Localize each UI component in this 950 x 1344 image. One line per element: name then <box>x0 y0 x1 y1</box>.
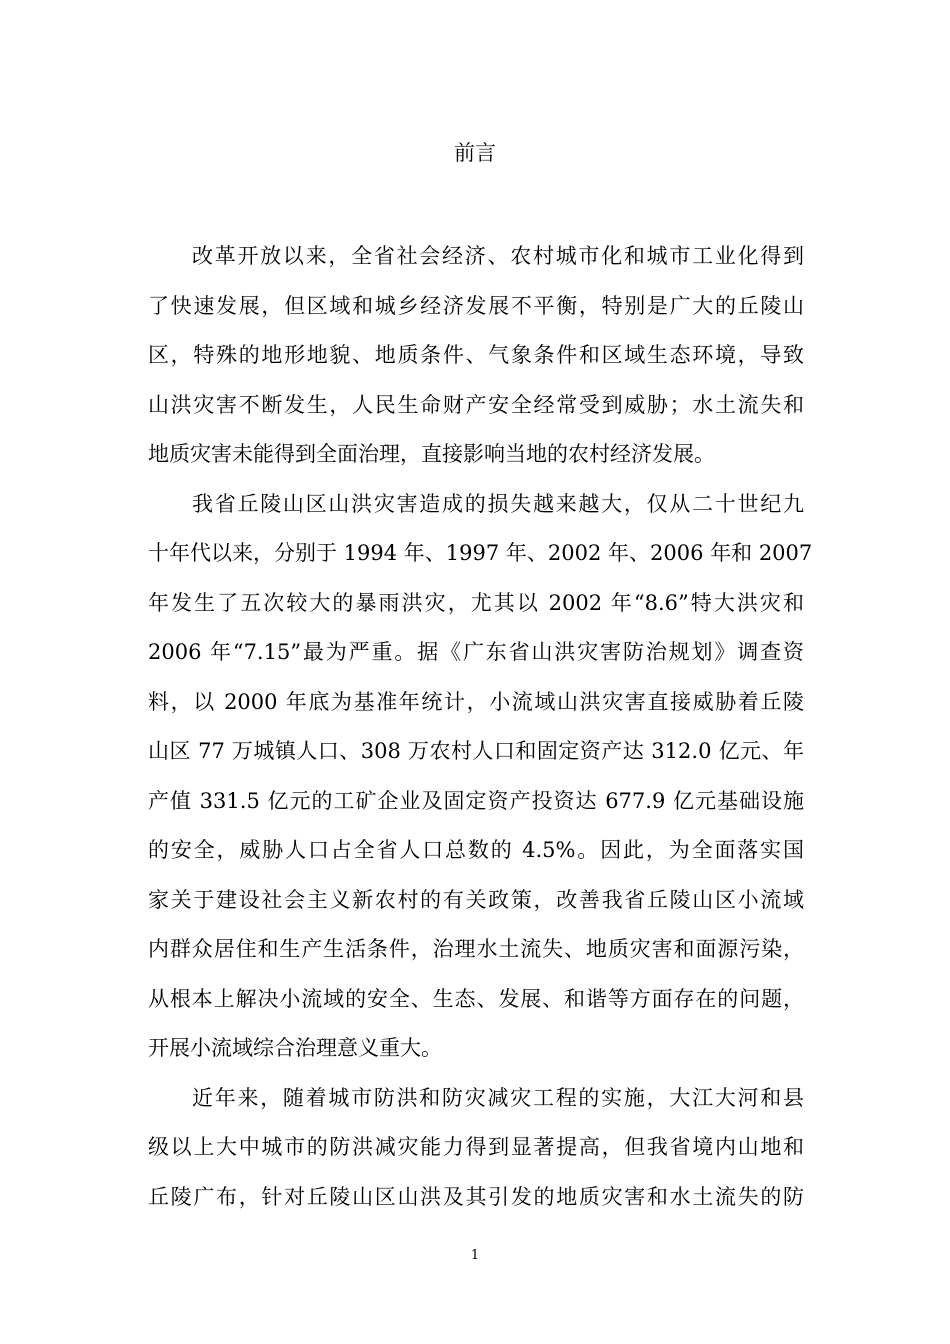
text-line: 十年代以来，分别于 1994 年、1997 年、2002 年、2006 年和 2007 <box>148 541 813 565</box>
text-line: 级以上大中城市的防洪减灾能力得到显著提高，但我省境内山地和 <box>148 1135 804 1159</box>
text-line: 丘陵广布，针对丘陵山区山洪及其引发的地质灾害和水土流失的防 <box>148 1184 804 1209</box>
page-title: 前言 <box>454 141 496 165</box>
text-line: 从根本上解决小流域的安全、生态、发展、和谐等方面存在的问题， <box>148 986 804 1011</box>
text-line: 地质灾害未能得到全面治理，直接影响当地的农村经济发展。 <box>148 442 715 466</box>
text-line: 开展小流域综合治理意义重大。 <box>148 1036 442 1060</box>
text-line: 区，特殊的地形地貌、地质条件、气象条件和区域生态环境，导致 <box>148 343 804 367</box>
text-line: 产值 331.5 亿元的工矿企业及固定资产投资达 677.9 亿元基础设施 <box>148 788 804 813</box>
text-line: 我省丘陵山区山洪灾害造成的损失越来越大，仅从二十世纪九 <box>192 491 804 516</box>
text-line: 家关于建设社会主义新农村的有关政策，改善我省丘陵山区小流域 <box>148 887 804 912</box>
text-line: 的安全，威胁人口占全省人口总数的 4.5%。因此，为全面落实国 <box>148 838 804 862</box>
text-line: 了快速发展，但区域和城乡经济发展不平衡，特别是广大的丘陵山 <box>148 293 804 318</box>
text-line: 山区 77 万城镇人口、308 万农村人口和固定资产达 312.0 亿元、年 <box>148 739 804 763</box>
text-line: 近年来，随着城市防洪和防灾减灾工程的实施，大江大河和县 <box>192 1085 804 1110</box>
text-line: 2006 年“7.15”最为严重。据《广东省山洪灾害防治规划》调查资 <box>148 640 804 664</box>
text-line: 料，以 2000 年底为基准年统计，小流域山洪灾害直接威胁着丘陵 <box>148 689 804 714</box>
text-line: 山洪灾害不断发生，人民生命财产安全经常受到威胁；水土流失和 <box>148 392 804 417</box>
page-number: 1 <box>470 1248 480 1263</box>
text-line: 年发生了五次较大的暴雨洪灾，尤其以 2002 年“8.6”特大洪灾和 <box>148 590 804 615</box>
body-text <box>148 232 813 1222</box>
text-line: 改革开放以来，全省社会经济、农村城市化和城市工业化得到 <box>192 244 804 268</box>
text-line: 内群众居住和生产生活条件，治理水土流失、地质灾害和面源污染， <box>148 937 804 961</box>
